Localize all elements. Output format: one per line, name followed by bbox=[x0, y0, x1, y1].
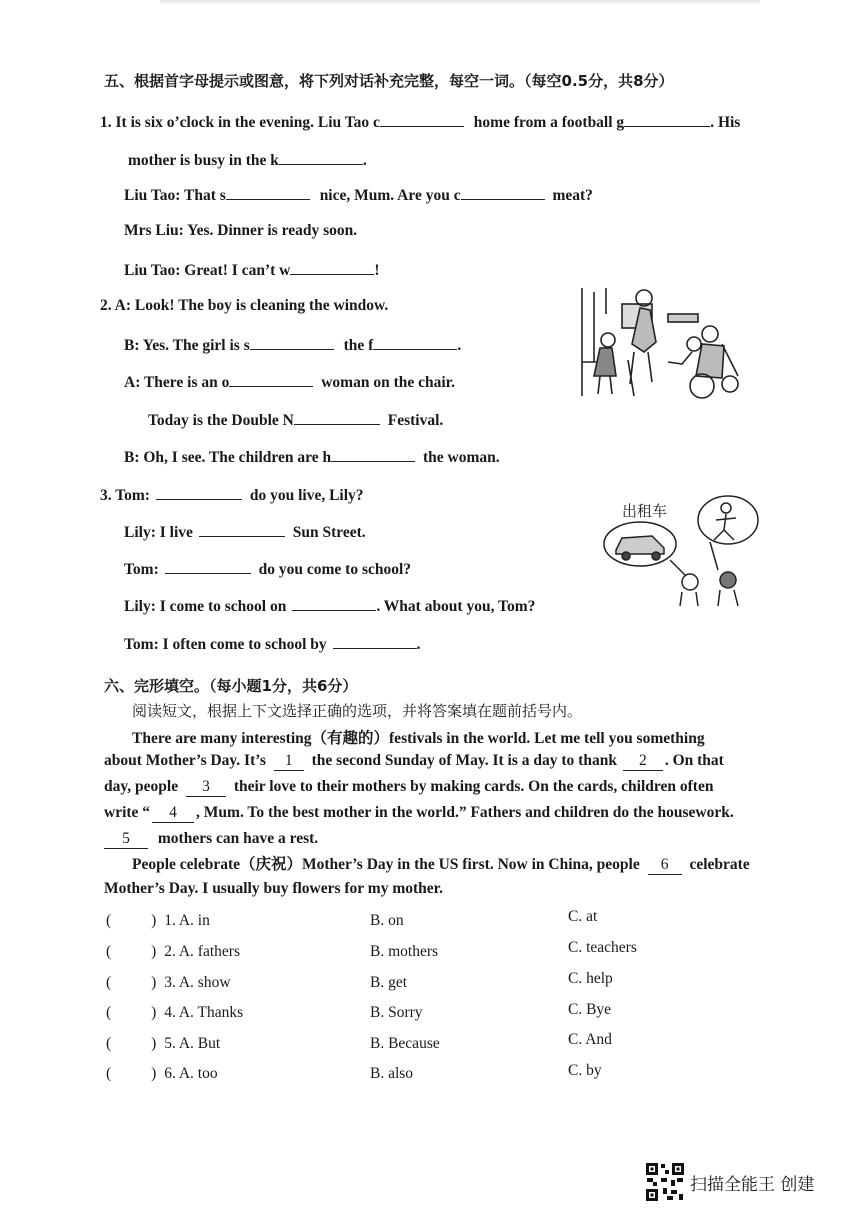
blank[interactable] bbox=[156, 485, 242, 500]
q2-line5: B: Oh, I see. The children are h the woman. bbox=[124, 449, 500, 466]
passage-line1: There are many interesting（有趣的）festivals in the world. Let me tell you something bbox=[132, 730, 705, 747]
passage-line2: about Mother’s Day. It’s 1 the second Sunday of May. It is a day to thank 2 . On that bbox=[104, 752, 724, 769]
cleaning-illustration bbox=[572, 284, 752, 404]
blank[interactable] bbox=[331, 447, 415, 462]
option-c[interactable]: C. teachers bbox=[568, 939, 637, 956]
cloze-blank[interactable]: 4 bbox=[152, 804, 194, 823]
passage-line5: 5 mothers can have a rest. bbox=[104, 830, 318, 849]
taxi-label: 出租车 bbox=[622, 502, 668, 520]
q3-line2: Lily: I live Sun Street. bbox=[124, 524, 366, 541]
q1-line4: Mrs Liu: Yes. Dinner is ready soon. bbox=[124, 222, 358, 239]
blank[interactable] bbox=[165, 559, 251, 574]
option-c[interactable]: C. at bbox=[568, 908, 598, 925]
blank[interactable] bbox=[199, 522, 285, 537]
option-row[interactable]: ( ) 4. A. Thanks bbox=[106, 1004, 244, 1021]
option-c[interactable]: C. Bye bbox=[568, 1001, 612, 1018]
q3-line5: Tom: I often come to school by . bbox=[124, 636, 421, 653]
q1-line3: Liu Tao: That s nice, Mum. Are you c meat? bbox=[124, 187, 593, 204]
cloze-blank[interactable]: 3 bbox=[186, 778, 226, 797]
q2-line1: 2. A: Look! The boy is cleaning the window. bbox=[100, 297, 389, 314]
blank[interactable] bbox=[250, 335, 334, 350]
q2-line3: A: There is an o woman on the chair. bbox=[124, 374, 456, 391]
option-row[interactable]: ( ) 1. A. in bbox=[106, 912, 210, 929]
blank[interactable] bbox=[294, 410, 380, 425]
option-row[interactable]: ( ) 6. A. too bbox=[106, 1065, 218, 1082]
option-b[interactable]: B. mothers bbox=[370, 943, 439, 960]
blank[interactable] bbox=[380, 112, 464, 127]
cloze-blank[interactable]: 2 bbox=[623, 752, 663, 771]
blank[interactable] bbox=[290, 260, 374, 275]
scanner-brand: 扫描全能王 创建 bbox=[690, 1175, 815, 1195]
passage-line3: day, people 3 their love to their mothers by making cards. On the cards, children often bbox=[104, 778, 714, 795]
blank[interactable] bbox=[333, 634, 417, 649]
passage-line4: write “ 4 , Mum. To the best mother in the world.” Fathers and children do the housework. bbox=[104, 804, 734, 821]
cloze-blank[interactable]: 5 bbox=[104, 830, 148, 849]
q1-line1: 1. It is six o’clock in the evening. Liu Tao c home from a football g . His bbox=[100, 114, 741, 131]
section6-title: 六、完形填空。（每小题1分，共6分） bbox=[104, 677, 358, 695]
passage-line6: People celebrate（庆祝）Mother’s Day in the US first. Now in China, people 6 celebrate bbox=[132, 856, 750, 873]
blank[interactable] bbox=[226, 185, 310, 200]
q1-line2: mother is busy in the k . bbox=[128, 152, 367, 169]
blank[interactable] bbox=[279, 150, 363, 165]
transport-illustration bbox=[600, 494, 760, 610]
section6-instruction: 阅读短文，根据上下文选择正确的选项，并将答案填在题前括号内。 bbox=[132, 702, 583, 720]
option-b[interactable]: B. get bbox=[370, 974, 408, 991]
blank[interactable] bbox=[461, 185, 545, 200]
q3-line3: Tom: do you come to school? bbox=[124, 561, 412, 578]
cloze-blank[interactable]: 1 bbox=[274, 752, 304, 771]
section5-title: 五、根据首字母提示或图意，将下列对话补充完整，每空一词。（每空0.5分，共8分） bbox=[104, 72, 674, 90]
blank[interactable] bbox=[229, 372, 313, 387]
option-row[interactable]: ( ) 2. A. fathers bbox=[106, 943, 240, 960]
cloze-blank[interactable]: 6 bbox=[648, 856, 682, 875]
option-c[interactable]: C. And bbox=[568, 1031, 612, 1048]
option-row[interactable]: ( ) 3. A. show bbox=[106, 974, 231, 991]
q3-line1: 3. Tom: do you live, Lily? bbox=[100, 487, 364, 504]
blank[interactable] bbox=[373, 335, 457, 350]
scan-edge bbox=[160, 0, 760, 6]
option-b[interactable]: B. also bbox=[370, 1065, 414, 1082]
blank[interactable] bbox=[292, 596, 376, 611]
blank[interactable] bbox=[624, 112, 710, 127]
qr-code-icon bbox=[645, 1162, 685, 1202]
option-b[interactable]: B. Because bbox=[370, 1035, 440, 1052]
q1-line5: Liu Tao: Great! I can’t w ! bbox=[124, 262, 380, 279]
option-b[interactable]: B. Sorry bbox=[370, 1004, 423, 1021]
q2-line2: B: Yes. The girl is s the f . bbox=[124, 337, 462, 354]
option-c[interactable]: C. help bbox=[568, 970, 613, 987]
q2-line4: Today is the Double N Festival. bbox=[148, 412, 444, 429]
option-c[interactable]: C. by bbox=[568, 1062, 602, 1079]
q3-line4: Lily: I come to school on . What about you, Tom? bbox=[124, 598, 536, 615]
option-b[interactable]: B. on bbox=[370, 912, 404, 929]
passage-line7: Mother’s Day. I usually buy flowers for my mother. bbox=[104, 880, 443, 897]
option-row[interactable]: ( ) 5. A. But bbox=[106, 1035, 221, 1052]
